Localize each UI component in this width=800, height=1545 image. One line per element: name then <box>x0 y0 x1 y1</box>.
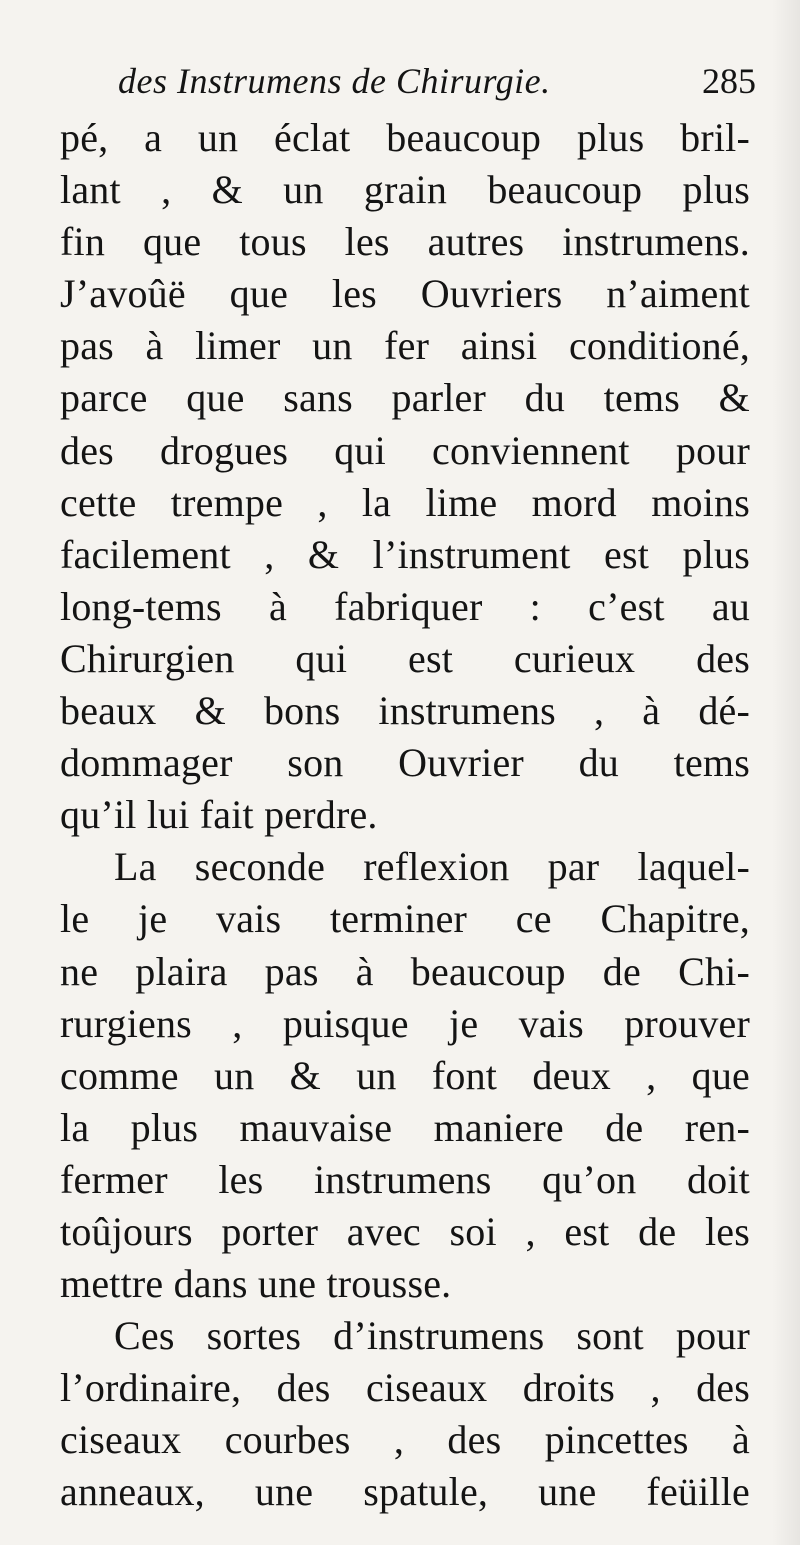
text-line: toûjours porter avec soi , est de les <box>60 1208 750 1254</box>
text-line: l’ordinaire, des ciseaux droits , des <box>60 1365 750 1411</box>
text-line: fin que tous les autres instrumens. <box>60 219 750 265</box>
running-head: des Instrumens de Chirurgie. <box>118 61 551 101</box>
text-line: facilement , & l’instrument est plus <box>60 531 750 577</box>
text-line: Ces sortes d’instrumens sont pour <box>114 1313 750 1359</box>
page-number: 285 <box>702 61 756 101</box>
page-edge-shadow <box>772 0 800 1545</box>
paragraph-3 <box>60 1310 750 1518</box>
text-line: Chirurgien qui est curieux des <box>60 635 750 681</box>
text-line: qu’il lui fait perdre. <box>60 792 378 838</box>
page-header <box>118 58 758 108</box>
text-line: lant , & un grain beaucoup plus <box>60 167 750 213</box>
text-line: fermer les instrumens qu’on doit <box>60 1156 750 1202</box>
text-line: mettre dans une trousse. <box>60 1261 452 1307</box>
text-line: parce que sans parler du tems & <box>60 375 750 421</box>
text-line: long-tems à fabriquer : c’est au <box>60 583 750 629</box>
text-line: beaux & bons instrumens , à dé- <box>60 688 750 734</box>
text-line: cette trempe , la lime mord moins <box>60 479 750 525</box>
text-line: La seconde reflexion par laquel- <box>114 844 750 890</box>
text-line: rurgiens , puisque je vais prouver <box>60 1000 750 1046</box>
paragraph-1 <box>60 112 750 841</box>
body-text <box>60 112 750 1515</box>
paragraph-2 <box>60 841 750 1310</box>
text-line: dommager son Ouvrier du tems <box>60 740 750 786</box>
text-line: des drogues qui conviennent pour <box>60 427 750 473</box>
text-line: la plus mauvaise maniere de ren- <box>60 1104 750 1150</box>
text-line: J’avoûë que les Ouvriers n’aiment <box>60 271 750 317</box>
text-line: anneaux, une spatule, une feüille <box>60 1469 750 1515</box>
text-line: ciseaux courbes , des pincettes à <box>60 1417 750 1463</box>
text-line: pé, a un éclat beaucoup plus bril- <box>60 115 750 160</box>
text-line: pas à limer un fer ainsi conditioné, <box>60 323 750 369</box>
text-line: comme un & un font deux , que <box>60 1052 750 1098</box>
text-line: ne plaira pas à beaucoup de Chi- <box>60 948 750 994</box>
text-line: le je vais terminer ce Chapitre, <box>60 896 750 942</box>
